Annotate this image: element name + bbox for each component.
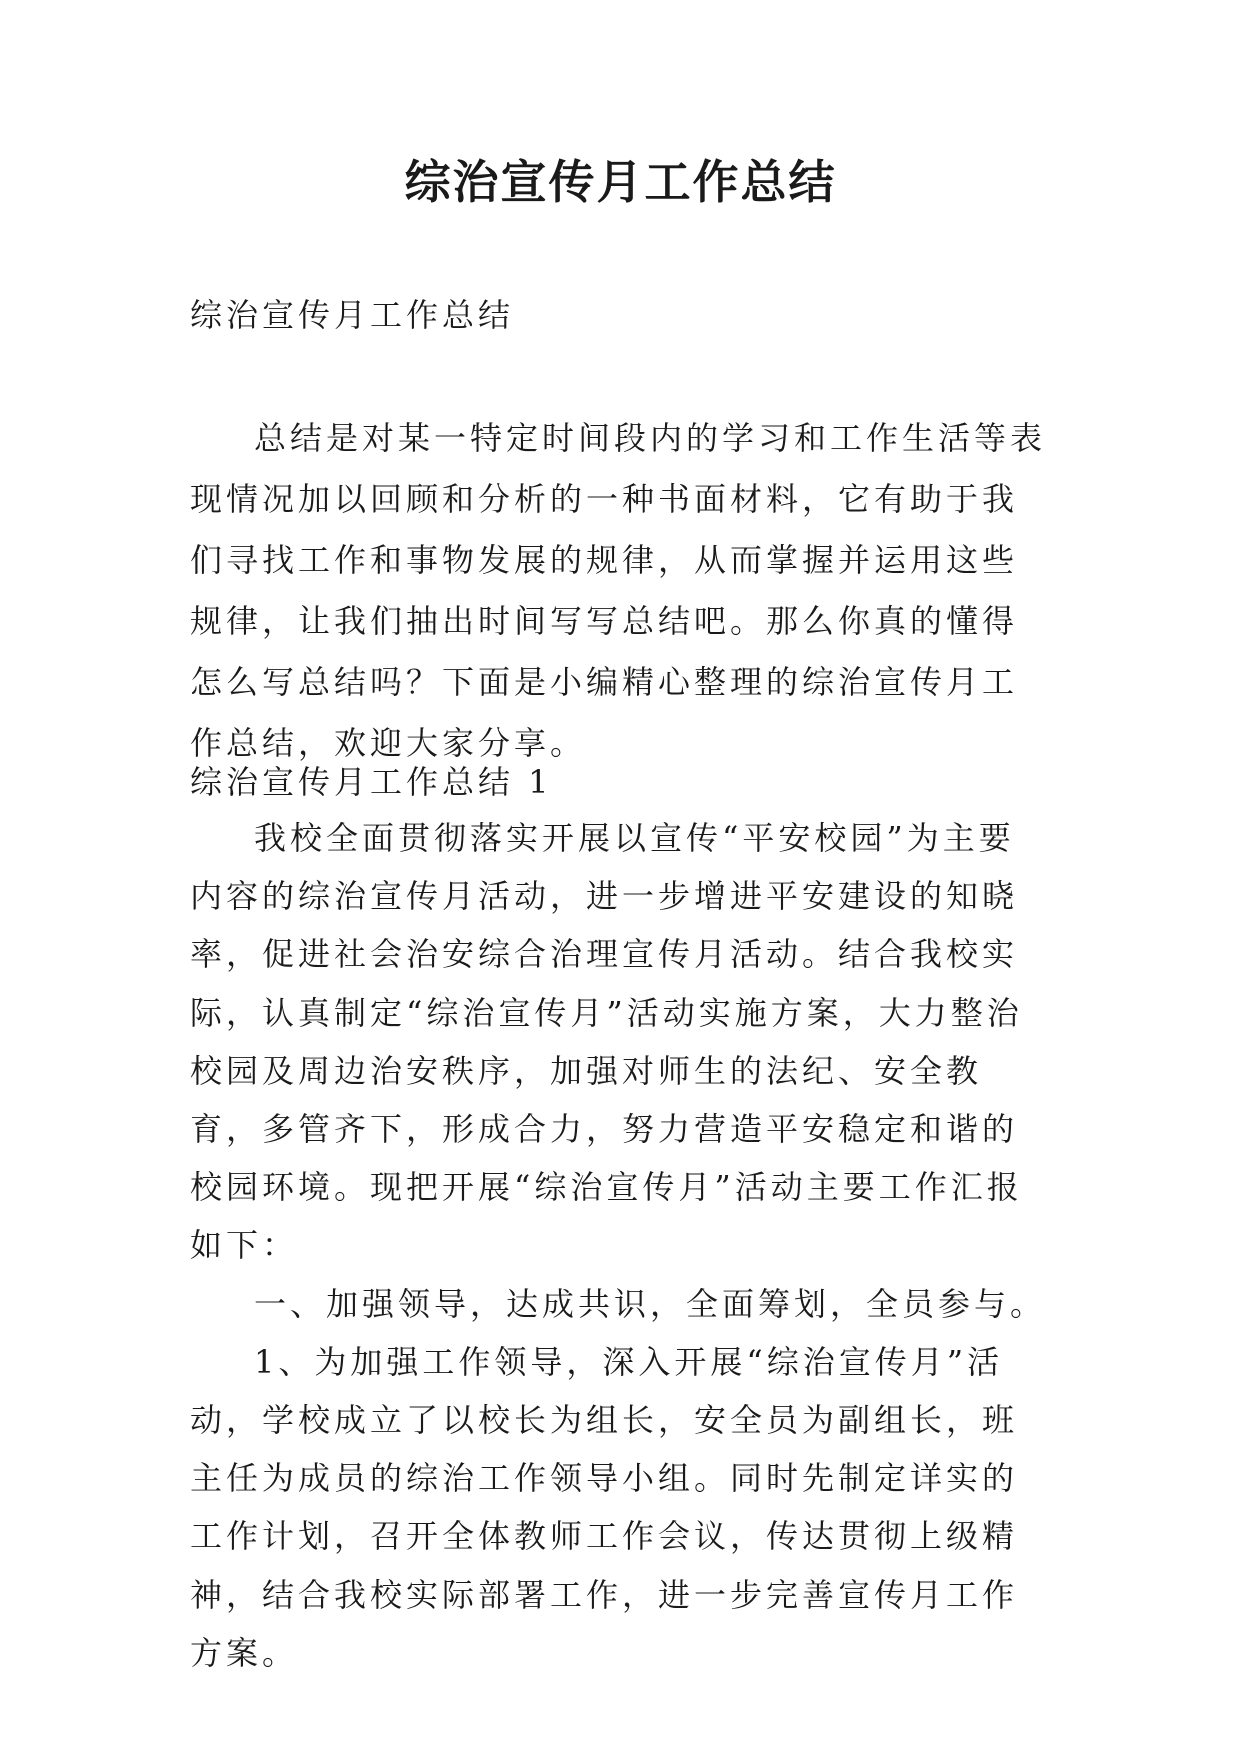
body-paragraph: 一、加强领导，达成共识，全面筹划，全员参与。: [254, 1284, 1047, 1323]
document-title: 综治宣传月工作总结: [404, 155, 837, 209]
body-paragraph: 我校全面贯彻落实开展以宣传“平安校园”为主要内容的综治宣传月活动，进一步增进平安建设的知晓率，促进社会治安综合治理宣传月活动。结合我校实际，认真制定“综治宣传月”活动实施方案，大力整治校园及周边治安秩序，加强对师生的法纪、安全教育，多管齐下，形成合力，努力营造平安稳定和谐的校园环境。现把开展“综治宣传月”活动主要工作汇报如下：: [190, 819, 1023, 1265]
section-body: [190, 809, 1050, 1682]
document-subtitle: 综治宣传月工作总结: [190, 296, 515, 334]
section-heading: 综治宣传月工作总结 1: [190, 763, 553, 801]
intro-paragraph: 总结是对某一特定时间段内的学习和工作生活等表现情况加以回顾和分析的一种书面材料，它有助于我们寻找工作和事物发展的规律，从而掌握并运用这些规律，让我们抽出时间写写总结吧。那么你真的懂得怎么写总结吗？下面是小编精心整理的综治宣传月工作总结，欢迎大家分享。: [190, 419, 1047, 762]
body-paragraph: 1、为加强工作领导，深入开展“综治宣传月”活动，学校成立了以校长为组长，安全员为副组长，班主任为成员的综治工作领导小组。同时先制定详实的工作计划，召开全体教师工作会议，传达贯彻上级精神，结合我校实际部署工作，进一步完善宣传月工作方案。: [190, 1342, 1019, 1672]
